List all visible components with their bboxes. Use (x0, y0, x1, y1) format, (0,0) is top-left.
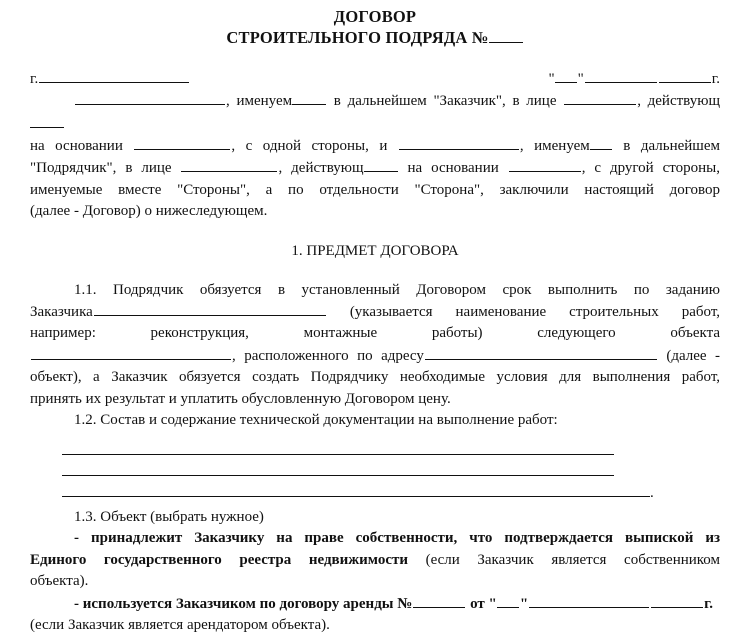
section-1-heading: 1. ПРЕДМЕТ ДОГОВОРА (291, 242, 459, 259)
clause-1-3-option-1-text-b: Единого государственного реестра недвижимости (30, 551, 408, 568)
lease-date-month-blank[interactable] (529, 593, 649, 608)
preamble-line-3-text-b: , с одной стороны, и (231, 137, 398, 154)
clause-1-3-option-2-bullet: - (74, 595, 79, 612)
document-title-line-1: ДОГОВОР (333, 7, 417, 26)
lease-date-quote-close: " (519, 595, 529, 612)
clause-1-3-number: 1.3. (74, 508, 97, 525)
clause-1-3-option-1-note-b: объекта). (30, 573, 89, 590)
clause-1-1-number: 1.1. (74, 281, 97, 298)
date-quote-close: " (577, 70, 584, 87)
customer-basis-blank[interactable] (134, 135, 230, 150)
documentation-blank-line-3[interactable] (62, 482, 650, 497)
contractor-basis-blank[interactable] (509, 157, 581, 172)
preamble-line-4-text-d: , с другой стороны, (581, 160, 720, 177)
clause-1-3-option-2-note: (если Заказчик является арендатором объекта). (30, 617, 330, 634)
document-title-line-2 (30, 27, 720, 48)
clause-1-1-text-k: (далее - (666, 347, 720, 364)
date-month-blank[interactable] (585, 68, 657, 83)
clause-1-1-text-c: (указывается наименование строительных работ, (349, 303, 720, 320)
preamble-city-date-row (30, 68, 720, 90)
object-address-blank[interactable] (425, 345, 657, 360)
clause-1-1-text-h: следующего (537, 325, 616, 342)
document-title (30, 6, 720, 48)
clause-1-1-line-2 (30, 301, 720, 323)
works-name-blank[interactable] (94, 301, 326, 316)
preamble-line-4 (30, 157, 720, 179)
clause-1-3-option-1-bullet: - (74, 530, 79, 547)
clause-1-2-blank-line-2[interactable] (30, 461, 720, 482)
clause-1-2-text: Состав и содержание технической документации на выполнение работ: (100, 412, 558, 429)
lease-date-day-blank[interactable] (497, 593, 519, 608)
date-year-suffix: г. (711, 70, 720, 87)
clause-1-1-line-1 (30, 280, 720, 302)
clause-1-1-text-d: например: (30, 325, 96, 342)
lease-contract-number-blank[interactable] (413, 593, 465, 608)
city-field (30, 68, 190, 90)
documentation-blank-line-1[interactable] (62, 440, 614, 455)
contractor-acting-suffix-blank[interactable] (364, 157, 398, 172)
preamble-line-3 (30, 135, 720, 157)
contractor-naming-suffix-blank[interactable] (590, 135, 612, 150)
documentation-blank-line-2[interactable] (62, 461, 614, 476)
contractor-name-blank[interactable] (399, 135, 519, 150)
object-name-blank[interactable] (31, 345, 231, 360)
date-quote-open: " (548, 70, 555, 87)
clause-1-1-text-i: объекта (670, 325, 721, 342)
clause-1-1-text-b: Заказчика (30, 303, 93, 320)
clause-1-1-line-3 (30, 323, 720, 345)
contract-number-blank[interactable] (489, 27, 523, 43)
preamble-line-2 (30, 90, 720, 135)
clause-1-3-line (30, 507, 720, 529)
preamble-line-4-text-a: "Подрядчик", в лице (30, 160, 181, 177)
clause-1-3-option-2-text-a: используется Заказчиком по договору аренды № (82, 595, 413, 612)
clause-1-1-text-j: , расположенного по адресу (232, 347, 424, 364)
preamble-line-3-text-d: в дальнейшем (612, 137, 721, 154)
customer-naming-suffix-blank[interactable] (292, 90, 326, 105)
clause-1-3-text: Объект (выбрать нужное) (100, 508, 264, 525)
preamble-line-4-text-b: , действующ (278, 160, 364, 177)
date-year-blank[interactable] (659, 68, 711, 83)
clause-1-3-option-1-note-a: (если Заказчик является собственником (425, 551, 721, 568)
clause-1-1-text-f: монтажные (303, 325, 378, 342)
clause-1-2-line (30, 410, 720, 432)
contractor-representative-blank[interactable] (181, 157, 277, 172)
customer-acting-suffix-blank[interactable] (30, 113, 64, 128)
clause-1-1-line-5: объект), а Заказчик обязуется создать Подрядчику необходимые условия для выполнения работ, (30, 369, 720, 386)
clause-1-1-text-e: реконструкция, (150, 325, 249, 342)
clause-1-1-line-6: принять их результат и уплатить обусловленную Договором цену. (30, 390, 451, 407)
date-day-blank[interactable] (555, 68, 577, 83)
customer-name-blank[interactable] (75, 90, 225, 105)
clause-1-3-option-1-text-a: принадлежит Заказчику на праве собственности, что подтверждается выпиской из (90, 530, 720, 547)
lease-date-year-blank[interactable] (651, 593, 703, 608)
customer-representative-blank[interactable] (564, 90, 636, 105)
preamble-line-5: именуемые вместе "Стороны", а по отдельности "Сторона", заключили настоящий договор (30, 181, 720, 198)
clause-1-2-blank-line-1[interactable] (30, 440, 720, 461)
preamble-line-2-text-a: , именуем (226, 93, 293, 110)
clause-1-3-option-2-text-b: от (470, 595, 485, 612)
preamble-line-3-text-a: на основании (30, 137, 134, 154)
preamble-line-2-text-b: в дальнейшем "Заказчик", в лице (327, 93, 564, 110)
date-field (549, 68, 720, 90)
document-title-line-2-text: СТРОИТЕЛЬНОГО ПОДРЯДА № (226, 28, 489, 48)
city-name-blank[interactable] (39, 68, 189, 83)
clause-1-3-option-1-line-3 (30, 571, 720, 593)
clause-1-1-line-4 (30, 345, 720, 367)
clause-1-3-option-2-line-1 (30, 593, 720, 615)
clause-1-1-text-g: работы) (431, 325, 483, 342)
clause-1-2-blank-line-3[interactable] (30, 482, 720, 503)
clause-1-1-text-a: Подрядчик обязуется в установленный Договором срок выполнить по заданию (113, 281, 720, 298)
preamble-line-3-text-c: , именуем (519, 137, 590, 154)
clause-1-3-option-2-line-2 (30, 615, 720, 637)
preamble-line-2-text-c: , действующ (637, 93, 720, 110)
clause-1-3-option-1-line-1 (30, 528, 720, 550)
city-label: г. (30, 70, 39, 87)
preamble-line-6: (далее - Договор) о нижеследующем. (30, 203, 268, 220)
lease-date-year-suffix: г. (704, 595, 714, 612)
lease-date-quote-open: " (488, 595, 497, 612)
clause-1-2-trailing-period: . (650, 484, 654, 501)
clause-1-2-number: 1.2. (74, 412, 97, 429)
clause-1-3-option-1-line-2 (30, 550, 720, 572)
preamble-line-4-text-c: на основании (398, 160, 508, 177)
